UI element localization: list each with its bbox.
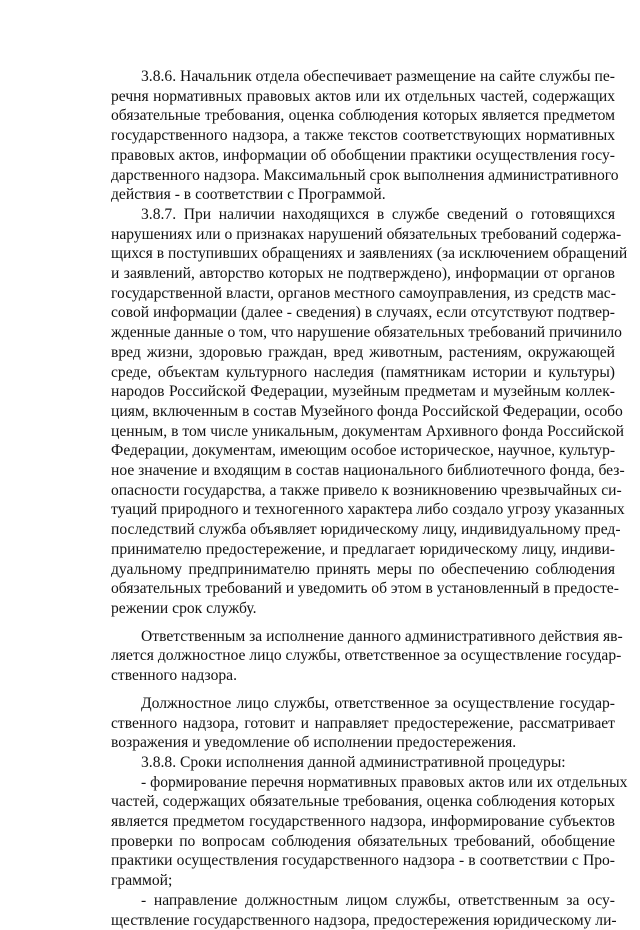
text-line: туаций природного и техногенного характера либо создало угрозу указанных [111,501,625,519]
text-line: правовых актов, информации об обобщении практики осуществления госу- [111,146,615,164]
text-line: дуальному предпринимателю принять меры по обеспечению соблюдения [111,560,615,578]
text-line: Должностное лицо службы, ответственное за осуществление государ- [141,694,615,712]
text-line: государственной власти, органов местного самоуправления, из средств мас- [111,284,616,302]
text-line: является предметом государственного надзора, информирование субъектов [111,813,615,831]
text-line: ляется должностное лицо службы, ответственное за осуществление государ- [111,647,622,665]
text-line: речня нормативных правовых актов или их отдельных частей, содержащих [111,87,615,105]
text-line: возражения и уведомление об исполнении предостережения. [111,734,517,752]
text-line: проверки по вопросам соблюдения обязательных требований, обобщение [111,832,615,850]
text-line: государственного надзора, а также текстов соответствующих нормативных [111,127,615,145]
text-line: ное значение и входящим в состав национального библиотечного фонда, без- [111,462,625,480]
text-line: обязательных требований и уведомить об этом в установленный в предосте- [111,580,619,598]
text-line: ственного надзора. [111,667,237,685]
paragraph-spacing [111,686,615,694]
paragraph-official [111,694,615,753]
text-line: вред жизни, здоровью граждан, вред животным, растениям, окружающей [111,343,615,361]
text-line: щихся в поступивших обращениях и заявлениях (за исключением обращений [111,245,628,263]
text-line: ценным, в том числе уникальным, документам Архивного фонда Российской [111,422,624,440]
text-line: Ответственным за исполнение данного административного действия яв- [141,627,623,645]
list-item-formation [111,773,628,891]
paragraph-responsible [111,627,623,686]
document-body [111,67,628,930]
text-line: опасности государства, а также привело к возникновению чрезвычайных си- [111,481,622,499]
text-line: народов Российской Федерации, музейным предметам и музейным коллек- [111,383,615,401]
list-item-direction [111,891,615,930]
text-line: действия - в соответствии с Программой. [111,186,386,204]
text-line: практики осуществления государственного надзора - в соответствии с Про- [111,852,615,870]
text-line: 3.8.6. Начальник отдела обеспечивает размещение на сайте службы пе- [141,68,615,85]
text-line: и заявлений, авторство которых не подтверждено), информации от органов [111,265,615,283]
text-line: принимателю предостережение, и предлагает юридическому лицу, индиви- [111,540,615,558]
text-line: нарушениях или о признаках нарушений обязательных требований содержа- [111,225,622,243]
text-line: Федерации, документам, имеющим особое историческое, научное, культур- [111,442,616,460]
text-line: частей, содержащих обязательные требования, оценка соблюдения которых [111,793,615,811]
text-line: ственного надзора, готовит и направляет предостережение, рассматривает [111,714,615,732]
text-line: - формирование перечня нормативных правовых актов или их отдельных [141,773,628,791]
text-line: дарственного надзора. Максимальный срок выполнения административного [111,166,619,184]
paragraph-3-8-8 [111,753,615,773]
text-line: граммой; [111,872,173,890]
text-line: последствий служба объявляет юридическому лицу, индивидуальному пред- [111,521,621,539]
text-line: среде, объектам культурного наследия (памятникам истории и культуры) [111,363,615,381]
text-line: обязательные требования, оценка соблюдения которых является предметом [111,107,615,125]
text-line: совой информации (далее - сведения) в случаях, если отсутствуют подтвер- [111,304,615,322]
paragraph-3-8-6 [111,67,619,205]
text-line: ществление государственного надзора, предостережения юридическому ли- [111,911,617,929]
text-line: 3.8.8. Сроки исполнения данной административной процедуры: [141,753,566,771]
text-line: жденные данные о том, что нарушение обязательных требований причинило [111,324,622,342]
text-line: 3.8.7. При наличии находящихся в службе сведений о готовящихся [141,205,615,223]
text-line: циям, включенным в состав Музейного фонда Российской Федерации, особо [111,402,623,420]
paragraph-spacing [111,619,615,627]
text-line: - направление должностным лицом службы, ответственным за осу- [141,891,615,909]
text-line: режении срок службу. [111,599,257,617]
paragraph-3-8-7 [111,205,628,619]
